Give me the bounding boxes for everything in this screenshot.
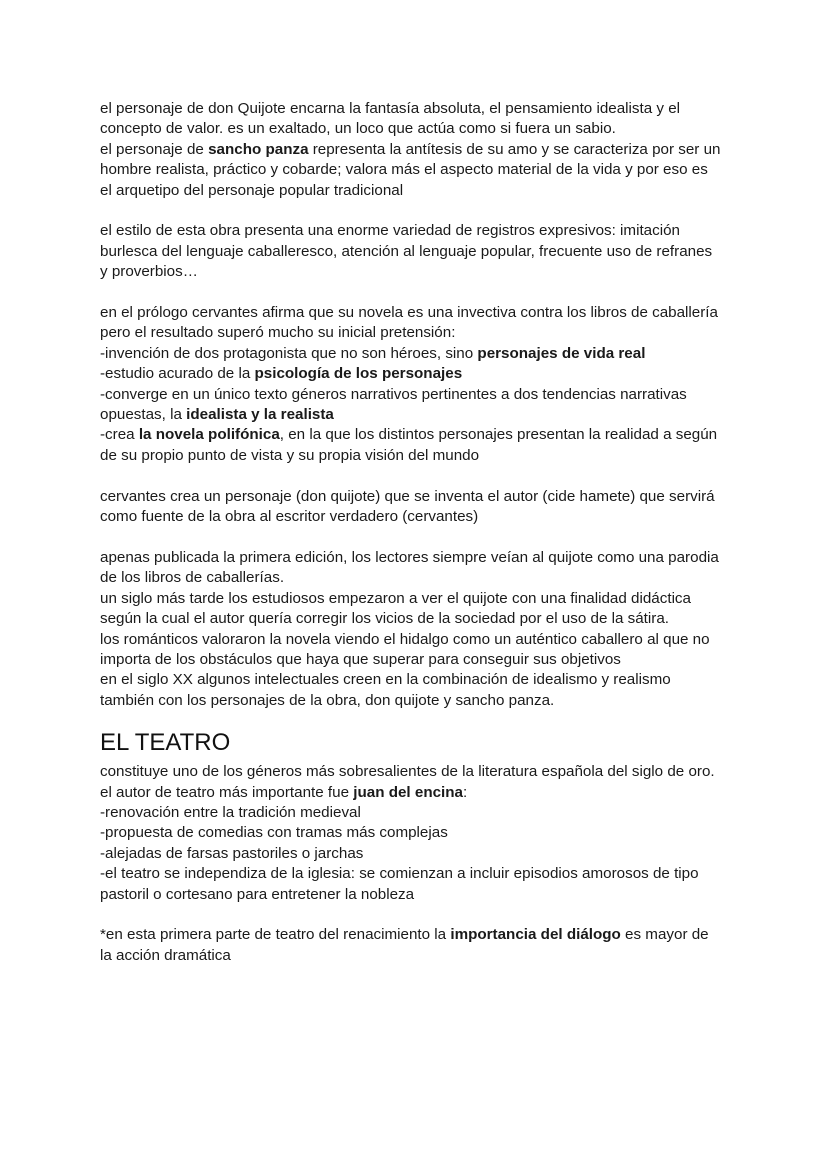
text-line: [100, 323, 740, 343]
text-line: [100, 609, 740, 629]
text-line: [100, 548, 740, 568]
bold-text: la novela polifónica: [138, 426, 280, 444]
text-line: [100, 589, 740, 609]
text-run: representa la antítesis de su amo y se caracteriza por ser un: [308, 140, 721, 158]
text-line: [100, 568, 740, 588]
bold-text: idealista y la realista: [186, 406, 334, 424]
paragraph: [100, 303, 740, 466]
text-line: [100, 762, 740, 782]
paragraph: [100, 487, 740, 528]
text-line: [100, 385, 740, 405]
text-run: los románticos valoraron la novela viendo el hidalgo como un auténtico caballero al que no: [100, 630, 710, 648]
text-line: [100, 946, 740, 966]
text-run: pero el resultado superó mucho su inicial pretensión:: [100, 324, 456, 342]
text-run: apenas publicada la primera edición, los lectores siempre veían al quijote como una parodia: [100, 548, 719, 566]
paragraph: [100, 99, 740, 201]
text-line: [100, 487, 740, 507]
text-line: [100, 425, 740, 445]
paragraph: [100, 221, 740, 282]
text-run: constituye uno de los géneros más sobresalientes de la literatura española del siglo de oro.: [100, 763, 715, 781]
text-run: es mayor de: [620, 926, 709, 944]
paragraph-gap: [100, 466, 740, 486]
text-line: [100, 303, 740, 323]
text-run: -estudio acurado de la: [100, 365, 255, 383]
document-page: [100, 99, 740, 966]
text-run: , en la que los distintos personajes presentan la realidad a según: [279, 426, 718, 444]
text-line: [100, 364, 740, 384]
text-run: -renovación entre la tradición medieval: [100, 803, 361, 821]
text-run: burlesca del lenguaje caballeresco, atención al lenguaje popular, frecuente uso de refranes: [100, 242, 713, 260]
text-run: opuestas, la: [100, 406, 187, 424]
text-run: en el siglo XX algunos intelectuales creen en la combinación de idealismo y realismo: [100, 671, 671, 689]
paragraph-gap: [100, 527, 740, 547]
text-run: un siglo más tarde los estudiosos empezaron a ver el quijote con una finalidad didáctica: [100, 589, 691, 607]
text-run: en el prólogo cervantes afirma que su novela es una invectiva contra los libros de caballería: [100, 304, 718, 322]
text-run: el personaje de don Quijote encarna la fantasía absoluta, el pensamiento idealista y el: [100, 100, 681, 117]
text-line: [100, 650, 740, 670]
text-line: [100, 119, 740, 139]
text-line: [100, 140, 740, 160]
text-line: [100, 507, 740, 527]
text-run: -crea: [100, 426, 139, 444]
text-line: [100, 99, 740, 119]
text-line: [100, 262, 740, 282]
text-run: :: [462, 783, 468, 801]
text-run: el personaje de: [100, 140, 209, 158]
text-line: [100, 160, 740, 180]
text-line: [100, 844, 740, 864]
text-run: -propuesta de comedias con tramas más complejas: [100, 824, 448, 842]
text-run: pastoril o cortesano para entretener la nobleza: [100, 885, 415, 903]
text-line: [100, 221, 740, 241]
text-line: [100, 803, 740, 823]
text-line: [100, 405, 740, 425]
text-line: [100, 446, 740, 466]
paragraph: [100, 925, 740, 966]
bold-text: sancho panza: [208, 140, 309, 158]
bold-text: psicología de los personajes: [254, 365, 463, 383]
text-run: y proverbios…: [100, 263, 198, 281]
paragraph: [100, 548, 740, 711]
text-line: [100, 670, 740, 690]
text-line: [100, 691, 740, 711]
text-run: el arquetipo del personaje popular tradicional: [100, 181, 404, 199]
text-run: -alejadas de farsas pastoriles o jarchas: [100, 844, 364, 862]
text-line: [100, 344, 740, 364]
bold-text: personajes de vida real: [477, 344, 646, 362]
text-run: como fuente de la obra al escritor verdadero (cervantes): [100, 508, 479, 526]
text-line: [100, 783, 740, 803]
paragraph-gap: [100, 905, 740, 925]
paragraph-gap: [100, 201, 740, 221]
text-line: [100, 630, 740, 650]
text-run: según la cual el autor quería corregir los vicios de la sociedad por el uso de la sátira.: [100, 610, 670, 628]
section-heading: EL TEATRO: [100, 729, 231, 757]
bold-text: importancia del diálogo: [450, 926, 621, 944]
text-line: [100, 864, 740, 884]
bold-text: juan del encina: [353, 783, 463, 801]
paragraph: [100, 762, 740, 905]
quijote-section: [100, 99, 740, 711]
teatro-section: [100, 762, 740, 966]
text-run: concepto de valor. es un exaltado, un loco que actúa como si fuera un sabio.: [100, 120, 616, 138]
text-line: [100, 181, 740, 201]
text-run: la acción dramática: [100, 946, 231, 964]
text-run: -el teatro se independiza de la iglesia: se comienzan a incluir episodios amorosos de tipo: [100, 865, 699, 883]
text-run: de su propio punto de vista y su propia visión del mundo: [100, 446, 480, 464]
text-run: cervantes crea un personaje (don quijote) que se inventa el autor (cide hamete) que servirá: [100, 487, 715, 505]
text-run: también con los personajes de la obra, don quijote y sancho panza.: [100, 691, 555, 709]
text-run: -invención de dos protagonista que no son héroes, sino: [100, 344, 478, 362]
text-run: importa de los obstáculos que haya que superar para conseguir sus objetivos: [100, 650, 621, 668]
text-run: *en esta primera parte de teatro del renacimiento la: [100, 926, 451, 944]
text-line: [100, 925, 740, 945]
text-run: de los libros de caballerías.: [100, 569, 285, 587]
text-run: -converge en un único texto géneros narrativos pertinentes a dos tendencias narrativas: [100, 385, 687, 403]
text-line: [100, 885, 740, 905]
text-run: el autor de teatro más importante fue: [100, 783, 354, 801]
paragraph-gap: [100, 283, 740, 303]
text-line: [100, 823, 740, 843]
text-run: el estilo de esta obra presenta una enorme variedad de registros expresivos: imitación: [100, 222, 680, 240]
text-line: [100, 242, 740, 262]
text-run: hombre realista, práctico y cobarde; valora más el aspecto material de la vida y por eso es: [100, 161, 708, 179]
